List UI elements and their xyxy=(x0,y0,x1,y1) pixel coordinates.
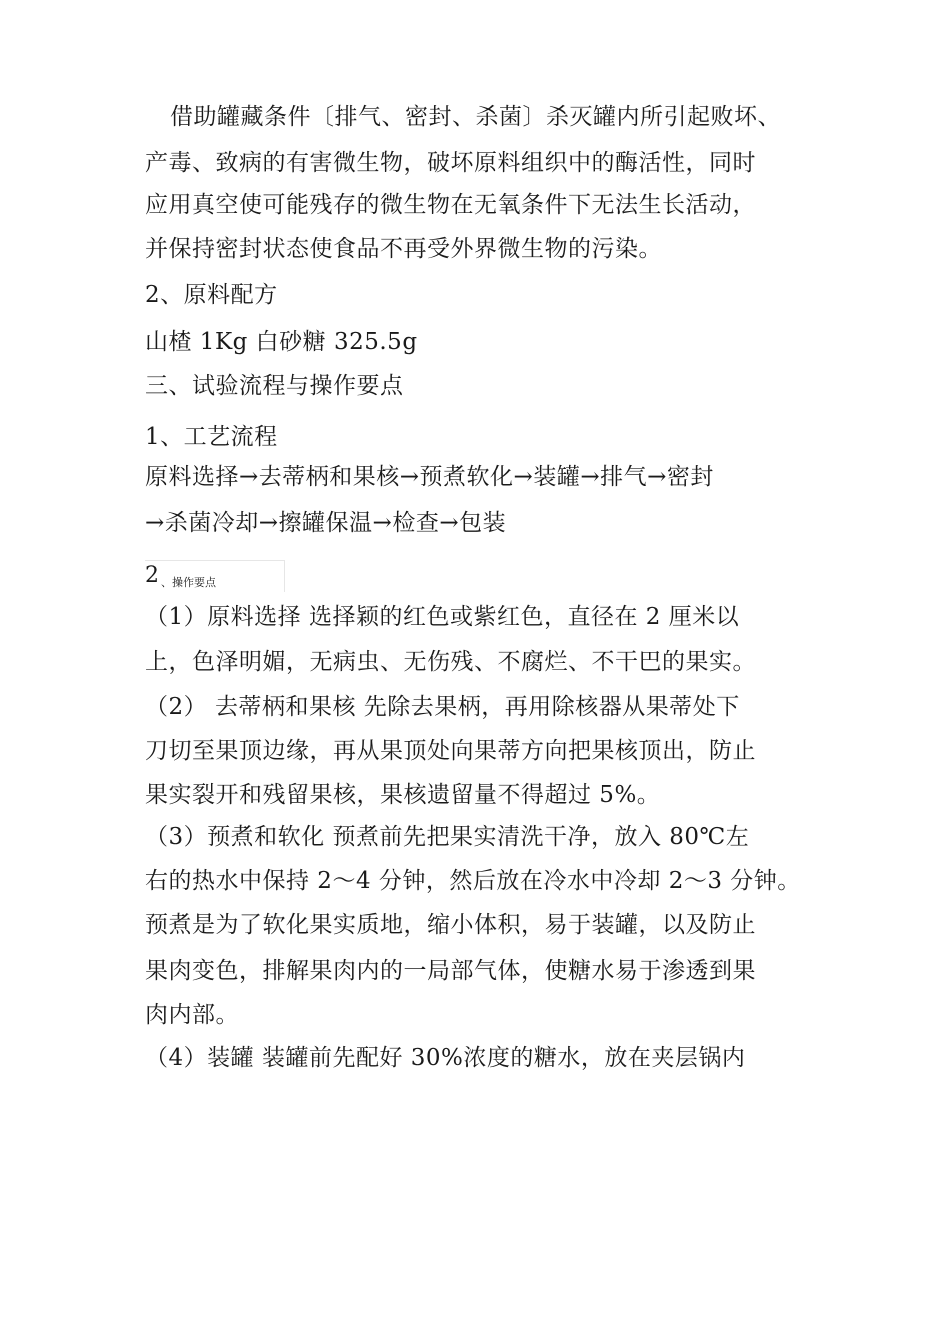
intro-line: 并保持密封状态使食品不再受外界微生物的污染。 xyxy=(145,236,662,262)
section-heading-formula: 2、原料配方 xyxy=(145,282,278,308)
points-line: 果肉变色，排解果肉内的一局部气体，使糖水易于渗透到果 xyxy=(145,958,756,984)
intro-line: 产毒、致病的有害微生物，破坏原料组织中的酶活性，同时 xyxy=(145,150,756,176)
points-line: 右的热水中保持 2～4 分钟，然后放在冷水中冷却 2～3 分钟。 xyxy=(145,868,801,894)
section-heading-process: 1、工艺流程 xyxy=(145,424,278,450)
points-line: （4）装罐 装罐前先配好 30%浓度的糖水，放在夹层锅内 xyxy=(145,1045,746,1071)
points-line: 刀切至果顶边缘，再从果顶处向果蒂方向把果核顶出，防止 xyxy=(145,738,756,764)
section-heading-points-number: 2 xyxy=(145,563,159,588)
section-heading-process-points: 三、试验流程与操作要点 xyxy=(145,373,404,399)
process-line: 原料选择→去蒂柄和果核→预煮软化→装罐→排气→密封 xyxy=(145,464,714,490)
points-line: （3）预煮和软化 预煮前先把果实清洗干净，放入 80℃左 xyxy=(145,824,750,850)
section-heading-points xyxy=(145,560,285,592)
intro-line: 应用真空使可能残存的微生物在无氧条件下无法生长活动， xyxy=(145,192,756,218)
points-line: 上，色泽明媚，无病虫、无伤残、不腐烂、不干巴的果实。 xyxy=(145,649,756,675)
intro-line: 借助罐藏条件〔排气、密封、杀菌〕杀灭罐内所引起败坏、 xyxy=(170,104,781,130)
points-line: 预煮是为了软化果实质地，缩小体积，易于装罐，以及防止 xyxy=(145,912,756,938)
points-line: （1）原料选择 选择颖的红色或紫红色，直径在 2 厘米以 xyxy=(145,604,740,630)
process-line: →杀菌冷却→擦罐保温→检查→包装 xyxy=(145,510,507,536)
points-line: 果实裂开和残留果核，果核遗留量不得超过 5%。 xyxy=(145,782,661,808)
points-line: 肉内部。 xyxy=(145,1002,239,1028)
formula-text: 山楂 1Kg 白砂糖 325.5g xyxy=(145,329,418,355)
points-line: （2） 去蒂柄和果核 先除去果柄，再用除核器从果蒂处下 xyxy=(145,694,740,720)
section-heading-points-text: 、操作要点 xyxy=(161,576,216,589)
